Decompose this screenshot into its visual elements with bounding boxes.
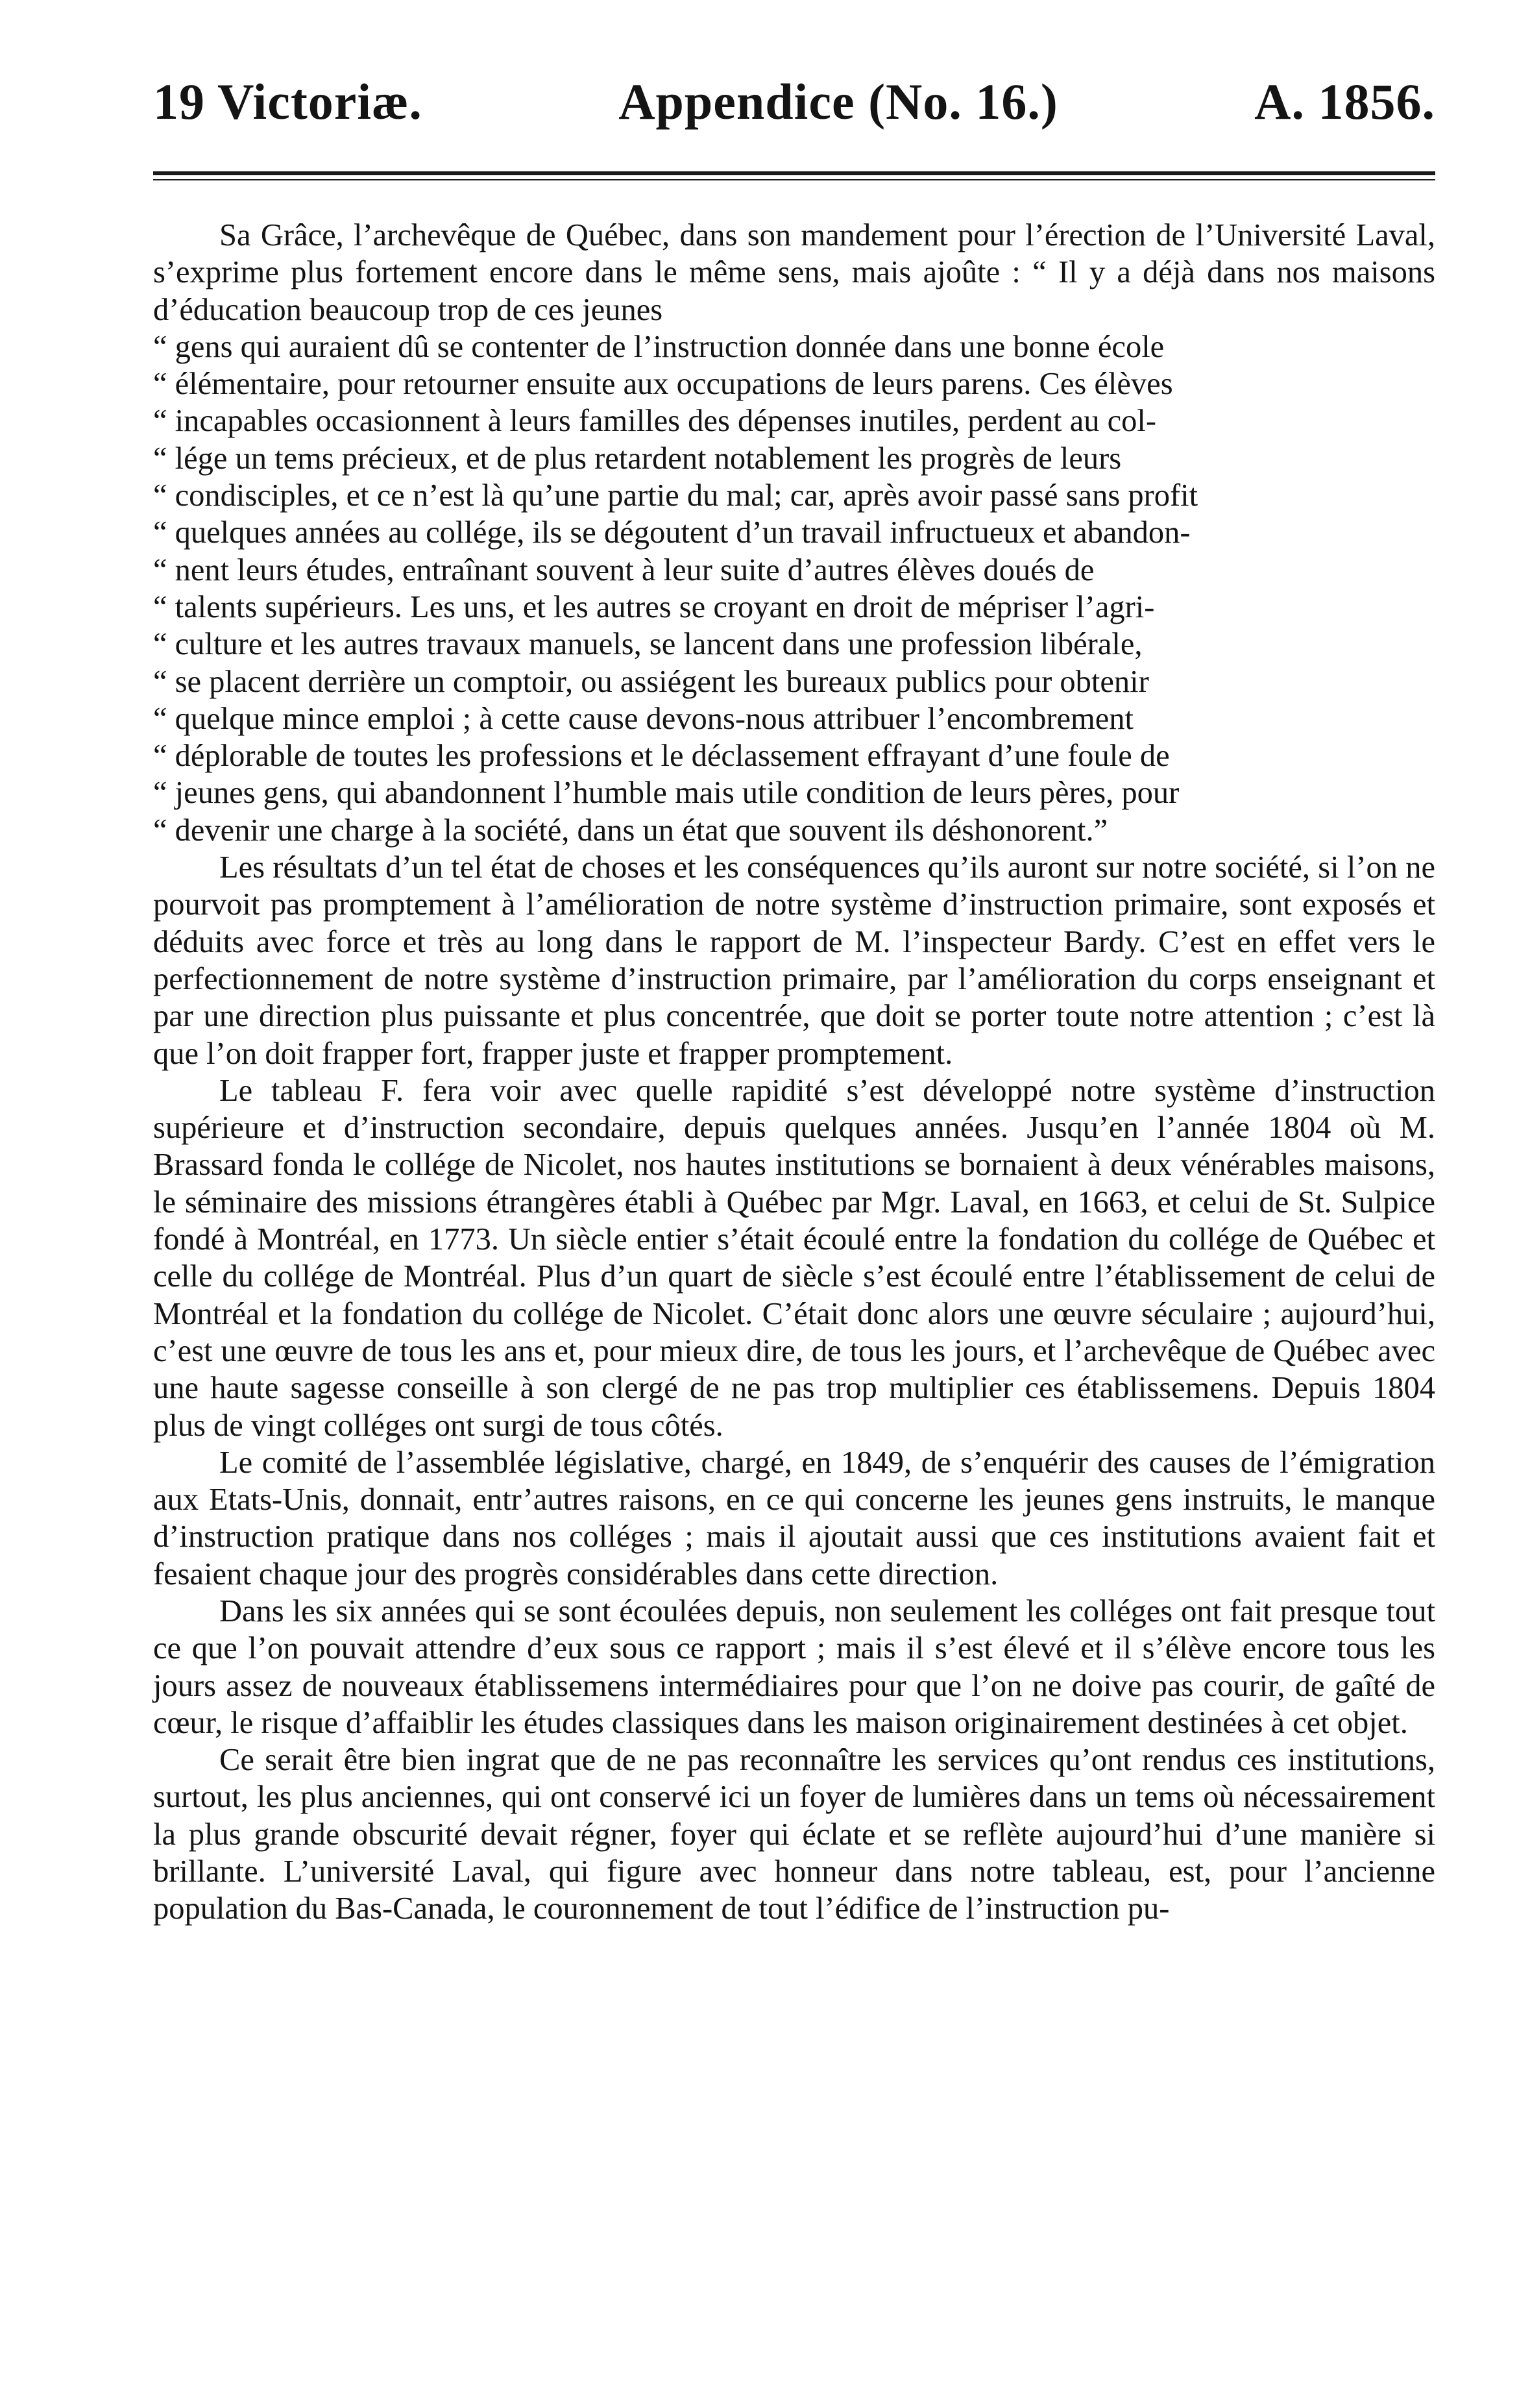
quote-line: “ incapables occasionnent à leurs familles des dépenses inutiles, perdent au col-: [153, 404, 1157, 439]
quote-line: “ déplorable de toutes les professions et le déclassement effrayant d’une foule de: [153, 739, 1170, 774]
paragraph-six-annees: Dans les six années qui se sont écoulées depuis, non seulement les colléges ont fait presque tout ce que l’on pouvait attendre d’eux sous ce rapport ; mais il s’est élevé et il s’élève encore tous les jours assez de nouveaux établissemens intermédiaires pour que l’on ne doive pas courir, de gaîté de cœur, le risque d’affaiblir les études classiques dans les maison originairement destinées à cet objet.: [153, 1593, 1435, 1740]
paragraph-tableau-f: Le tableau F. fera voir avec quelle rapidité s’est développé notre système d’instruction supérieure et d’instruction secondaire, depuis quelques années. Jusqu’en l’année 1804 où M. Brassard fonda le collége de Nicolet, nos hautes institutions se bornaient à deux vénérables maisons, le séminaire des missions étrangères établi à Québec par Mgr. Laval, en 1663, et celui de St. Sulpice fondé à Montréal, en 1773. Un siècle entier s’était écoulé entre la fondation du collége de Québec et celle du collége de Montréal. Plus d’un quart de siècle s’est écoulé entre l’établissement de celui de Montréal et la fondation du collége de Nicolet. C’était donc alors une œuvre séculaire ; aujourd’hui, c’est une œuvre de tous les ans et, pour mieux dire, de tous les jours, et l’archevêque de Québec avec une haute sagesse conseille à son clergé de ne pas trop multiplier ces établissemens. Depuis 1804 plus de vingt colléges ont surgi de tous côtés.: [153, 1073, 1435, 1443]
header-appendix: Appendice (No. 16.): [618, 73, 1058, 130]
quote-line: “ quelque mince emploi ; à cette cause devons-nous attribuer l’encombrement: [153, 701, 1134, 736]
paragraph-primary-instruction: Les résultats d’un tel état de choses et les conséquences qu’ils auront sur notre société, si l’on ne pourvoit pas promptement à l’amélioration de notre système d’instruction primaire, sont exposés et déduits avec force et très au long dans le rapport de M. l’inspecteur Bardy. C’est en effet vers le perfectionnement de notre système d’instruction primaire, par l’amélioration du corps enseignant et par une direction plus puissante et plus concentrée, que doit se porter toute notre attention ; c’est là que l’on doit frapper fort, frapper juste et frapper promptement.: [153, 850, 1435, 1071]
paragraph-universite-laval: Ce serait être bien ingrat que de ne pas reconnaître les services qu’ont rendus ces institutions, surtout, les plus anciennes, qui ont conservé ici un foyer de lumières dans un tems où nécessairement la plus grande obscurité devait régner, foyer qui éclate et se reflète aujourd’hui d’une manière si brillante. L’université Laval, qui figure avec honneur dans notre tableau, est, pour l’ancienne population du Bas-Canada, le couronnement de tout l’édifice de l’instruction pu-: [153, 1743, 1435, 1926]
quote-line: “ gens qui auraient dû se contenter de l’instruction donnée dans une bonne école: [153, 329, 1165, 364]
body-text: [153, 217, 1435, 1928]
header-year: A. 1856.: [1254, 73, 1435, 130]
quote-line: “ jeunes gens, qui abandonnent l’humble mais utile condition de leurs pères, pour: [153, 776, 1180, 811]
quote-line: “ culture et les autres travaux manuels, se lancent dans une profession libérale,: [153, 627, 1143, 662]
quote-line: “ Il y a déjà dans nos maisons d’éducation beaucoup trop de ces jeunes: [153, 255, 1435, 327]
quote-line: “ lége un tems précieux, et de plus retardent notablement les progrès de leurs: [153, 441, 1122, 476]
header-session: 19 Victoriæ.: [153, 73, 422, 130]
quote-line: “ devenir une charge à la société, dans un état que souvent ils déshonorent.”: [153, 813, 1108, 848]
header-rule-thick: [153, 171, 1435, 175]
quote-line: “ nent leurs études, entraînant souvent à leur suite d’autres élèves doués de: [153, 552, 1095, 587]
running-header: [153, 73, 1435, 130]
paragraph-comite-1849: Le comité de l’assemblée législative, chargé, en 1849, de s’enquérir des causes de l’émigration aux Etats-Unis, donnait, entr’autres raisons, en ce qui concerne les jeunes gens instruits, le manque d’instruction pratique dans nos colléges ; mais il ajoutait aussi que ces institutions avaient fait et fesaient chaque jour des progrès considérables dans cette direction.: [153, 1445, 1435, 1591]
quote-line: “ élémentaire, pour retourner ensuite aux occupations de leurs parens. Ces élèves: [153, 367, 1173, 402]
header-rule-thin: [153, 179, 1435, 180]
quote-line: “ talents supérieurs. Les uns, et les autres se croyant en droit de mépriser l’agri-: [153, 589, 1155, 624]
paragraph-quote-intro: [153, 217, 1435, 849]
quote-intro-text: Sa Grâce, l’archevêque de Québec, dans son mandement pour l’érection de l’Université Laval, s’exprime plus fortement encore dans le même sens, mais ajoûte :: [153, 218, 1435, 290]
quote-line: “ condisciples, et ce n’est là qu’une partie du mal; car, après avoir passé sans profit: [153, 478, 1198, 513]
quote-line: “ quelques années au collége, ils se dégoutent d’un travail infructueux et abandon-: [153, 515, 1191, 550]
quote-line: “ se placent derrière un comptoir, ou assiégent les bureaux publics pour obtenir: [153, 664, 1149, 699]
